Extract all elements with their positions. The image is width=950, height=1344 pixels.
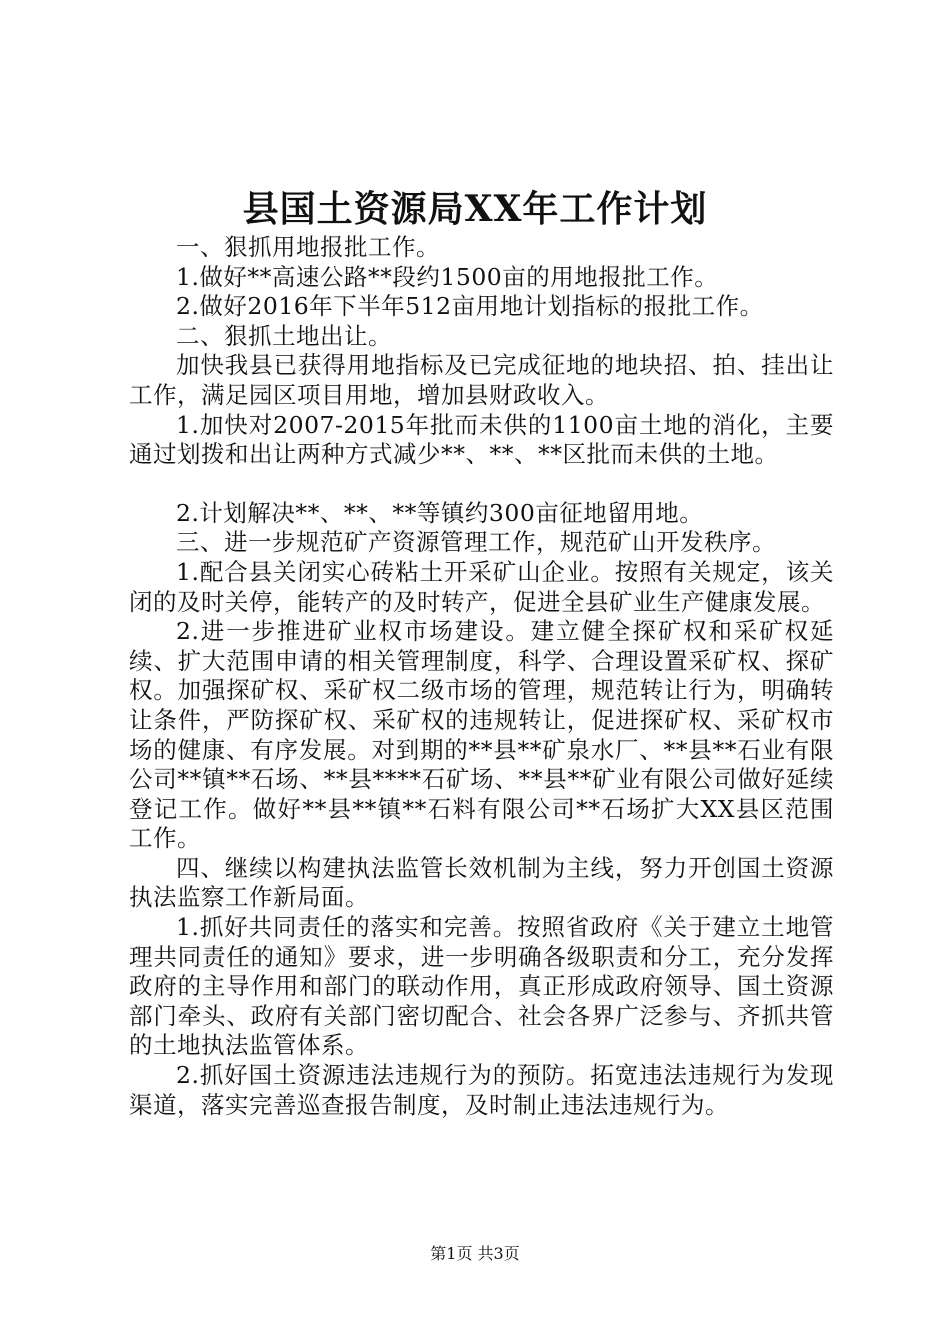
paragraph: 2.进一步推进矿业权市场建设。建立健全探矿权和采矿权延续、扩大范围申请的相关管理制度，科学、合理设置采矿权、探矿权。加强探矿权、采矿权二级市场的管理，规范转让行为，明确转让条件，严防探矿权、采矿权的违规转让，促进探矿权、采矿权市场的健康、有序发展。对到期的**县**矿泉水厂、**县**石业有限公司**镇**石场、**县****石矿场、**县**矿业有限公司做好延续登记工作。做好**县**镇**石料有限公司**石场扩大XX县区范围工作。 [129, 617, 834, 853]
section-heading-2: 二、狠抓土地出让。 [176, 321, 392, 350]
paragraph: 2.做好2016年下半年512亩用地计划指标的报批工作。 [176, 292, 764, 321]
paragraph: 1.加快对2007-2015年批而未供的1100亩土地的消化，主要通过划拨和出让两种方式减少**、**、**区批而未供的土地。 [129, 410, 834, 469]
section-heading-3: 三、进一步规范矿产资源管理工作，规范矿山开发秩序。 [176, 528, 776, 557]
paragraph: 1.抓好共同责任的落实和完善。按照省政府《关于建立土地管理共同责任的通知》要求，进一步明确各级职责和分工，充分发挥政府的主导作用和部门的联动作用，真正形成政府领导、国土资源部门牵头、政府有关部门密切配合、社会各界广泛参与、齐抓共管的土地执法监管体系。 [129, 913, 834, 1060]
paragraph: 1.做好**高速公路**段约1500亩的用地报批工作。 [176, 262, 719, 291]
section-heading-1: 一、狠抓用地报批工作。 [176, 233, 440, 261]
document-body [129, 233, 834, 1120]
blank-line [129, 470, 834, 499]
page-footer: 第1页 共3页 [430, 1244, 520, 1263]
paragraph: 2.计划解决**、**、**等镇约300亩征地留用地。 [176, 498, 704, 527]
paragraph: 1.配合县关闭实心砖粘土开采矿山企业。按照有关规定，该关闭的及时关停，能转产的及时转产，促进全县矿业生产健康发展。 [129, 557, 834, 616]
paragraph: 加快我县已获得用地指标及已完成征地的地块招、拍、挂出让工作，满足园区项目用地，增加县财政收入。 [129, 351, 834, 409]
section-heading-4: 四、继续以构建执法监管长效机制为主线，努力开创国土资源执法监察工作新局面。 [129, 853, 834, 912]
document-title: 县国土资源局XX年工作计划 [242, 188, 708, 230]
paragraph: 2.抓好国土资源违法违规行为的预防。拓宽违法违规行为发现渠道，落实完善巡查报告制度，及时制止违法违规行为。 [129, 1061, 834, 1119]
